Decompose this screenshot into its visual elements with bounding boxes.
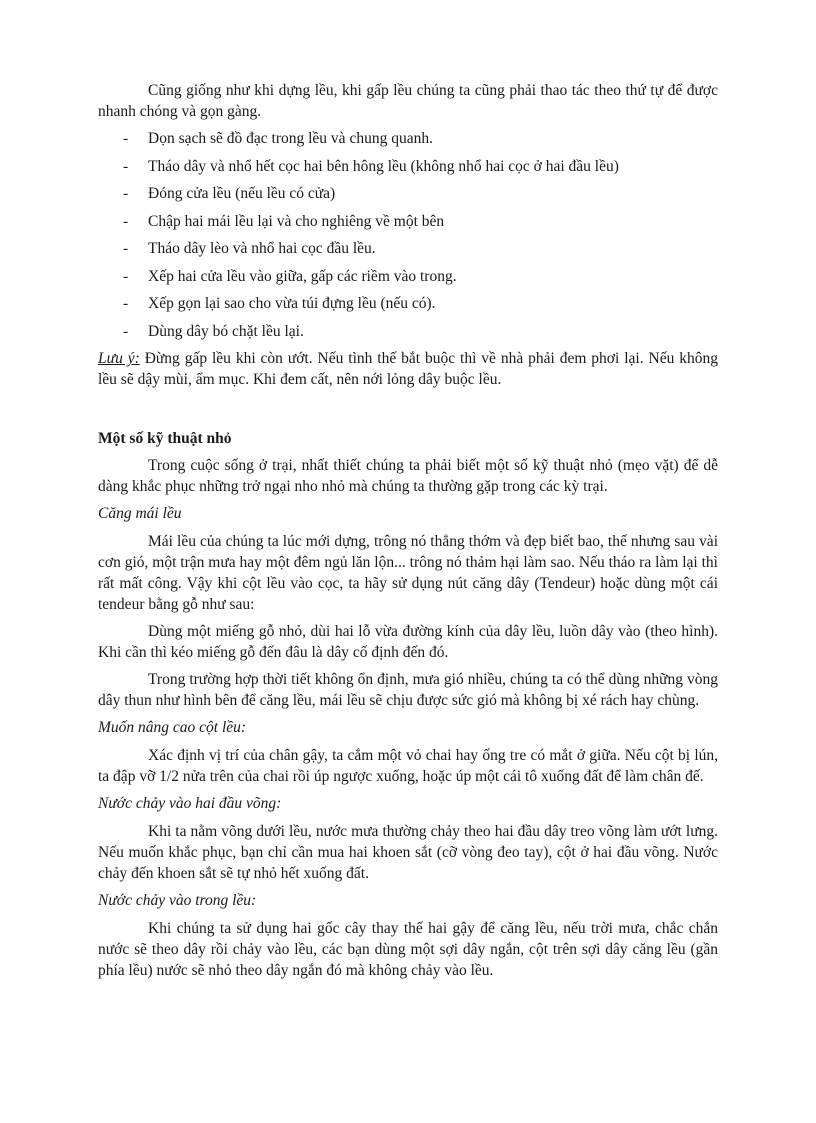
dash-bullet: -: [123, 185, 129, 202]
note-paragraph: [98, 348, 718, 390]
tip-paragraph: Xác định vị trí của chân gậy, ta cắm một vỏ chai hay ống tre có mắt ở giữa. Nếu cột bị lún, ta đập vỡ 1/2 nửa trên của chai rồi úp ngược xuống, hoặc úp một cái tô xuống đất để làm chân đế.: [98, 747, 718, 785]
list-item: - Dùng dây bó chặt lều lại.: [123, 322, 304, 340]
tip-paragraph: Khi ta nằm võng dưới lều, nước mưa thường chảy theo hai đầu dây treo võng làm ướt lưng. Nếu muốn khắc phục, bạn chỉ cần mua hai khoen sắt (cỡ vòng đeo tay), cột ở hai đầu võng. Nước chảy đến khoen sắt sẽ tự nhỏ hết xuống đất.: [98, 823, 718, 882]
dash-bullet: -: [123, 295, 129, 312]
tip-paragraph: Khi chúng ta sử dụng hai gốc cây thay thế hai gậy để căng lều, nếu trời mưa, chắc chắn nước sẽ theo dây rồi chảy vào lều, các bạn dùng một sợi dây ngắn, cột trên sợi dây căng lều (gần phía lều) nước sẽ nhỏ theo dây ngắn đó mà không chảy vào lều.: [98, 920, 718, 979]
list-item: - Xếp gọn lại sao cho vừa túi đựng lều (nếu có).: [123, 295, 436, 312]
folding-steps-list: [98, 128, 718, 342]
list-item: - Tháo dây và nhổ hết cọc hai bên hông lều (không nhổ hai cọc ở hai đầu lều): [123, 157, 619, 175]
intro-paragraph: Cũng giống như khi dựng lều, khi gấp lều chúng ta cũng phải thao tác theo thứ tự để được nhanh chóng và gọn gàng.: [98, 82, 718, 120]
section-intro: Trong cuộc sống ở trại, nhất thiết chúng ta phải biết một số kỹ thuật nhỏ (mẹo vặt) để dễ dàng khắc phục những trở ngại nho nhỏ mà chúng ta thường gặp trong các kỳ trại.: [98, 457, 718, 495]
tip-paragraph: Mái lều của chúng ta lúc mới dựng, trông nó thẳng thớm và đẹp biết bao, thế nhưng sau vài cơn gió, một trận mưa hay một đêm ngủ lăn lộn... trông nó thảm hại làm sao. Nếu tháo ra làm lại thì rất mất công. Vậy khi cột lều vào cọc, ta hãy sử dụng nút căng dây (Tendeur) hoặc dùng một cái tendeur bằng gỗ như sau:: [98, 533, 718, 613]
dash-bullet: -: [123, 322, 129, 340]
dash-bullet: -: [123, 157, 129, 175]
list-item: - Đóng cửa lều (nếu lều có cửa): [123, 185, 336, 202]
dash-bullet: -: [123, 240, 129, 257]
tip-title: Muốn nâng cao cột lều:: [98, 719, 247, 736]
list-item: - Dọn sạch sẽ đồ đạc trong lều và chung quanh.: [123, 130, 433, 147]
note-text: Đừng gấp lều khi còn ướt. Nếu tình thế bắt buộc thì về nhà phải đem phơi lại. Nếu không lều sẽ dậy mùi, ẩm mục. Khi đem cất, nên nới lỏng dây buộc lều.: [98, 350, 718, 388]
tip-paragraph: Trong trường hợp thời tiết không ổn định, mưa gió nhiều, chúng ta có thể dùng những vòng dây thun như hình bên để căng lều, mái lều sẽ chịu được sức gió mà không bị xé rách hay chùng.: [98, 671, 718, 709]
dash-bullet: -: [123, 267, 129, 285]
list-item: - Xếp hai cửa lều vào giữa, gấp các riềm vào trong.: [123, 267, 457, 285]
tip-title: Nước chảy vào trong lều:: [98, 892, 257, 909]
dash-bullet: -: [123, 130, 129, 147]
list-item: - Chập hai mái lều lại và cho nghiêng về một bên: [123, 212, 445, 230]
tip-paragraph: Dùng một miếng gỗ nhỏ, dùi hai lỗ vừa đường kính của dây lều, luồn dây vào (theo hình). Khi cần thì kéo miếng gỗ đến đâu là dây cố định đến đó.: [98, 623, 718, 661]
tip-title: Nước chảy vào hai đầu võng:: [98, 795, 282, 812]
list-item: - Tháo dây lèo và nhổ hai cọc đầu lều.: [123, 240, 376, 257]
tip-title: Căng mái lều: [98, 505, 182, 522]
section-heading: Một số kỹ thuật nhỏ: [98, 430, 232, 447]
note-label: Lưu ý:: [98, 350, 140, 367]
page-content: [98, 80, 718, 981]
dash-bullet: -: [123, 212, 129, 230]
